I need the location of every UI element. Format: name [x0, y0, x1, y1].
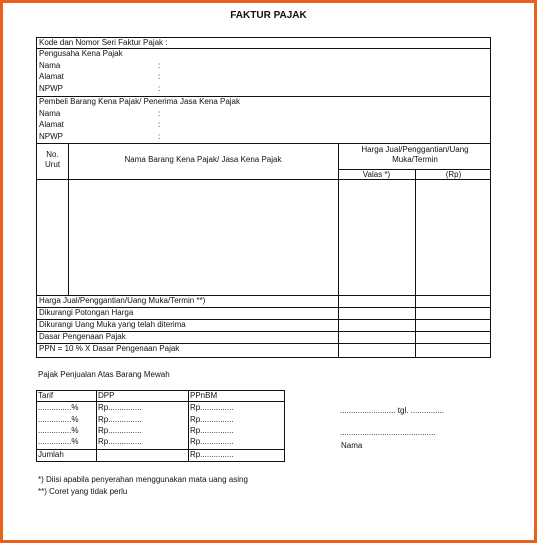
rule — [36, 449, 285, 450]
pembeli-alamat-sep: : — [158, 120, 161, 129]
ppnbm-row-value: Rp............... — [190, 426, 234, 435]
pembeli-alamat-label: Alamat — [39, 120, 64, 129]
pkp-npwp-sep: : — [158, 84, 161, 93]
pembeli-nama-sep: : — [158, 109, 161, 118]
ppnbm-row-tarif: ...............% — [38, 426, 79, 435]
ppnbm-row-dpp: Rp............... — [98, 437, 142, 446]
pkp-alamat-label: Alamat — [39, 72, 64, 81]
col-nama-barang: Nama Barang Kena Pajak/ Jasa Kena Pajak — [124, 155, 282, 164]
summary-harga-jual: Harga Jual/Penggantian/Uang Muka/Termin **) — [39, 296, 206, 305]
ppnbm-row-tarif: ...............% — [38, 415, 79, 424]
rule — [415, 169, 416, 357]
col-harga-jual: Harga Jual/Penggantian/Uang Muka/Termin — [361, 145, 469, 164]
ppnbm-row-dpp: Rp............... — [98, 426, 142, 435]
pembeli-npwp-sep: : — [158, 132, 161, 141]
summary-uang-muka: Dikurangi Uang Muka yang telah diterima — [39, 320, 186, 329]
ppnbm-col-ppnbm: PPnBM — [190, 391, 218, 400]
ppnbm-total-label: Jumlah — [38, 450, 64, 459]
col-rp: (Rp) — [445, 170, 462, 179]
pkp-heading: Pengusaha Kena Pajak — [39, 49, 123, 58]
summary-ppn: PPN = 10 % X Dasar Pengenaan Pajak — [39, 344, 180, 353]
ppnbm-col-dpp: DPP — [98, 391, 115, 400]
summary-dpp: Dasar Pengenaan Pajak — [39, 332, 126, 341]
pkp-nama-sep: : — [158, 61, 161, 70]
ppnbm-table — [36, 390, 285, 462]
signature-line: ........................................... — [340, 428, 436, 437]
pembeli-heading: Pembeli Barang Kena Pajak/ Penerima Jasa Kena Pajak — [39, 97, 241, 106]
pkp-nama-label: Nama — [39, 61, 61, 70]
footnote-coret: **) Coret yang tidak perlu — [38, 487, 128, 496]
pkp-npwp-label: NPWP — [39, 84, 63, 93]
pkp-alamat-sep: : — [158, 72, 161, 81]
invoice-form — [36, 37, 491, 358]
kode-seri-label: Kode dan Nomor Seri Faktur Pajak : — [39, 38, 168, 47]
document-title: FAKTUR PAJAK — [230, 10, 307, 21]
ppnbm-row-tarif: ...............% — [38, 403, 79, 412]
signature-name-label: Nama — [341, 441, 363, 450]
ppnbm-row-dpp: Rp............... — [98, 415, 142, 424]
ppnbm-row-value: Rp............... — [190, 403, 234, 412]
signature-place-date: ......................... tgl. ............... — [340, 406, 445, 415]
summary-potongan: Dikurangi Potongan Harga — [39, 308, 134, 317]
ppnbm-row-value: Rp............... — [190, 415, 234, 424]
col-valas: Valas *) — [362, 170, 391, 179]
ppnbm-heading: Pajak Penjualan Atas Barang Mewah — [38, 370, 170, 379]
col-no-urut: No. Urut — [44, 150, 61, 169]
ppnbm-row-tarif: ...............% — [38, 437, 79, 446]
pembeli-npwp-label: NPWP — [39, 132, 63, 141]
rule — [37, 143, 490, 144]
ppnbm-row-dpp: Rp............... — [98, 403, 142, 412]
ppnbm-row-value: Rp............... — [190, 437, 234, 446]
rule — [36, 401, 285, 402]
ppnbm-total-value: Rp............... — [190, 450, 234, 459]
footnote-valas: *) Diisi apabila penyerahan menggunakan mata uang asing — [38, 475, 248, 484]
rule — [68, 143, 69, 295]
pembeli-nama-label: Nama — [39, 109, 61, 118]
ppnbm-col-tarif: Tarif — [38, 391, 54, 400]
